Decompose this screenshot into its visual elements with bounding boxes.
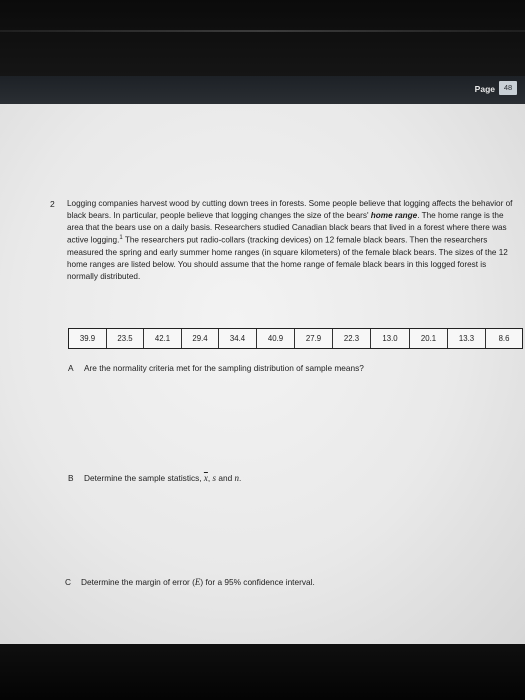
photo-top-frame: [0, 0, 525, 76]
x-bar-symbol: $\overline{x}$: [203, 473, 208, 483]
data-cell: 27.9: [295, 329, 333, 348]
part-b-sep: ,: [207, 473, 213, 483]
part-b: [68, 473, 241, 483]
part-a-text: Are the normality criteria met for the sampling distribution of sample means?: [84, 363, 364, 373]
home-range-term: home range: [370, 210, 418, 220]
e-symbol: E: [194, 577, 201, 587]
part-b-text: Determine the sample statistics,: [84, 473, 204, 483]
data-cell: 20.1: [410, 329, 448, 348]
footnote-mark: 1: [119, 235, 123, 242]
question-text: [67, 198, 517, 282]
data-cell: 29.4: [182, 329, 219, 348]
data-cell: 34.4: [219, 329, 257, 348]
question-text-part2: . The home range is the area that the bears use on a daily basis. Researchers studied Canadian black bears that lived in a forest where there was active logging.: [67, 210, 507, 246]
data-cell: 39.9: [69, 329, 107, 348]
part-c-text-suffix: ) for a 95% confidence interval.: [200, 577, 315, 587]
data-cell: 13.3: [448, 329, 486, 348]
part-b-letter: B: [68, 473, 74, 483]
part-c-letter: C: [65, 577, 71, 587]
page-header-bar: [0, 76, 525, 104]
home-range-data-table: [68, 328, 523, 349]
monitor-edge: [0, 30, 525, 32]
part-b-end: .: [239, 473, 242, 483]
part-a: [68, 363, 364, 373]
n-symbol: n: [234, 473, 239, 483]
data-cell: 23.5: [107, 329, 144, 348]
document-page: [0, 104, 525, 644]
photo-bottom-frame: [0, 644, 525, 700]
s-symbol: s: [212, 473, 217, 483]
question-number: 2: [50, 199, 55, 209]
data-cell: 42.1: [144, 329, 182, 348]
question-text-part3: The researchers put radio-collars (tracking devices) on 12 female black bears. Then the researchers measured the spring and early summer home ranges (in square kilometers) of the female black bears. The sizes of the 12 home ranges are listed below. You should assume that the home range of female black bears in this logged forest is normally distributed.: [67, 236, 508, 281]
part-b-and: and: [216, 473, 235, 483]
data-cell: 13.0: [371, 329, 410, 348]
question-text-part1: Logging companies harvest wood by cutting down trees in forests. Some people believe that logging affects the behavior of black bears. In particular, people believe that logging changes the size of the bears': [67, 199, 513, 220]
page-label: Page: [474, 84, 495, 94]
data-cell: 22.3: [333, 329, 371, 348]
part-c-text-prefix: Determine the margin of error (: [81, 577, 195, 587]
data-cell: 8.6: [498, 334, 510, 343]
data-cell: 40.9: [257, 329, 295, 348]
part-a-letter: A: [68, 363, 74, 373]
part-c: [65, 577, 315, 587]
page-number-badge: 48: [499, 81, 517, 95]
